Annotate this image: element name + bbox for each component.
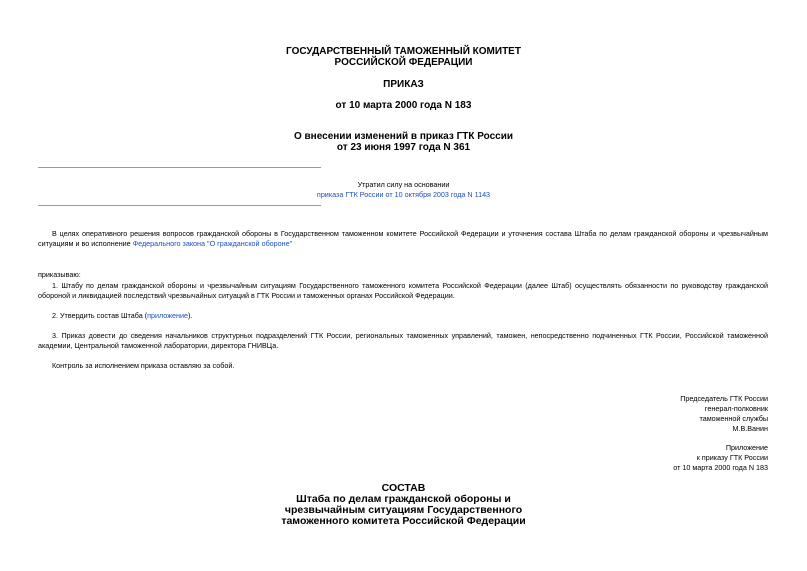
composition-line3: таможенного комитета Российской Федерации	[281, 515, 526, 527]
civil-defense-law-link[interactable]: Федерального закона "О гражданской обороне"	[132, 239, 293, 248]
divider-bottom	[38, 205, 321, 206]
doc-subject-line2: от 23 июня 1997 года N 361	[336, 142, 471, 153]
order-word: приказываю:	[38, 270, 81, 279]
status-note-link[interactable]: приказа ГТК России от 10 октября 2003 года N 1143	[316, 190, 491, 199]
intro-paragraph	[38, 229, 768, 249]
doc-date-number: от 10 марта 2000 года N 183	[335, 100, 472, 111]
order-item-2-end: ).	[187, 311, 193, 320]
control-statement: Контроль за исполнением приказа оставляю за собой.	[52, 361, 235, 370]
doc-subject-line1: О внесении изменений в приказ ГТК России	[293, 131, 514, 142]
order-item-1: 1. Штабу по делам гражданской обороны и чрезвычайным ситуациям Государственного таможенного комитета Российской Федерации (далее Штаб) осуществлять обязанности по руководству гражданской обороной и ликвидацией последствий чрезвычайных ситуаций в ГТК России и таможенных органах Российской Федерации.	[38, 281, 768, 300]
signature-block	[680, 394, 768, 434]
signature-name: М.В.Ванин	[732, 424, 768, 433]
signature-line2: генерал-полковник	[704, 404, 768, 413]
composition-title: СОСТАВ	[381, 482, 426, 494]
appendix-ref-line3: от 10 марта 2000 года N 183	[673, 463, 768, 472]
appendix-ref-line1: Приложение	[725, 443, 768, 452]
appendix-link[interactable]: приложение	[147, 311, 188, 320]
appendix-ref-line2: к приказу ГТК России	[696, 453, 768, 462]
order-item-2-text: 2. Утвердить состав Штаба (	[52, 311, 148, 320]
order-item-2	[38, 311, 768, 321]
status-note-text: Утратил силу на основании	[357, 180, 450, 189]
divider-top	[38, 167, 321, 168]
signature-line1: Председатель ГТК России	[680, 394, 768, 403]
org-name-line1: ГОСУДАРСТВЕННЫЙ ТАМОЖЕННЫЙ КОМИТЕТ	[286, 46, 521, 57]
composition-line1: Штаба по делам гражданской обороны и	[296, 493, 511, 505]
intro-text: В целях оперативного решения вопросов гражданской обороны в Государственном таможенном комитете Российской Федерации и уточнения состава Штаба по делам гражданской обороны и чрезвычайным ситуациям и во исполнение	[38, 229, 768, 248]
appendix-reference	[673, 443, 768, 473]
signature-line3: таможенной службы	[699, 414, 768, 423]
order-item-3: 3. Приказ довести до сведения начальников структурных подразделений ГТК России, региональных таможенных управлений, таможен, непосредственно подчиненных ГТК России, Российской таможенной академии, Центральной таможенной лаборатории, директора ГНИВЦа.	[38, 331, 768, 350]
org-name-line2: РОССИЙСКОЙ ФЕДЕРАЦИИ	[334, 57, 473, 68]
composition-line2: чрезвычайным ситуациям Государственного	[284, 504, 523, 516]
doc-type: ПРИКАЗ	[383, 79, 424, 90]
